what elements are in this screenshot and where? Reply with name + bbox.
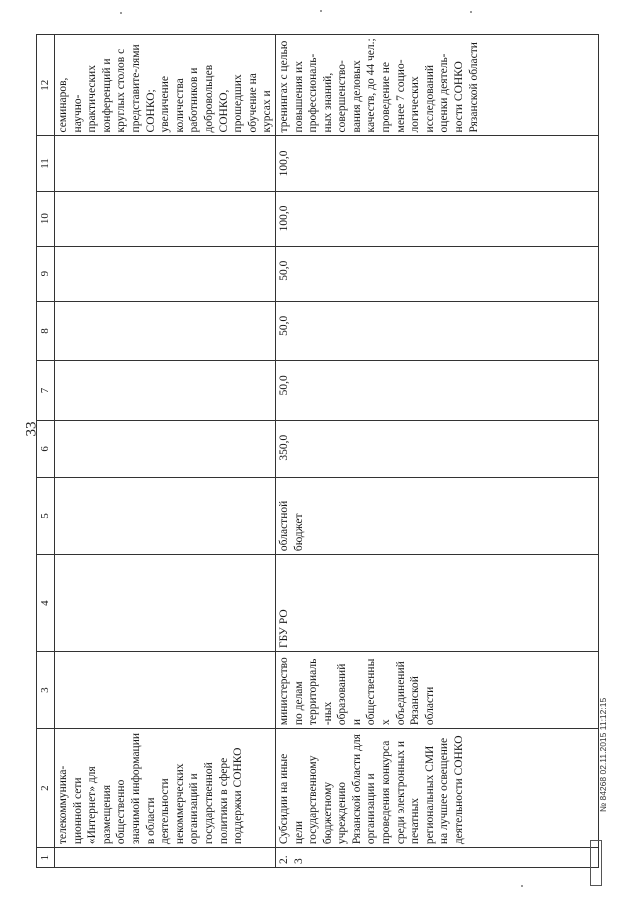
cell: [55, 191, 276, 246]
cell: [55, 477, 276, 554]
table-row: [275, 35, 598, 868]
page-number: 33: [23, 421, 40, 437]
cell-value: 50,0: [275, 246, 598, 301]
col-header: 7: [37, 361, 55, 421]
scan-speck: [470, 11, 472, 13]
cell-value: 100,0: [275, 191, 598, 246]
rotated-table-container: [36, 34, 599, 868]
cell: семинаров, научно-практических конференций и круглых столов с представите-лями СОНКО; увеличение количества работников и добровольцев СОНКО, прошедших обучение на курсах и: [55, 35, 276, 136]
cell-total: 350,0: [275, 420, 598, 477]
scan-speck: [120, 12, 122, 14]
scan-speck: [320, 10, 322, 12]
col-header: 11: [37, 136, 55, 191]
registration-stamp: № 84268 02.11.2015 11:12:15: [598, 697, 608, 812]
cell: [55, 246, 276, 301]
program-table: [36, 34, 599, 868]
cell-value: 50,0: [275, 301, 598, 361]
col-header: 2: [37, 729, 55, 848]
cell: [55, 136, 276, 191]
cell-value: 100,0: [275, 136, 598, 191]
table-row: [55, 35, 276, 868]
cell: [55, 301, 276, 361]
cell-value: 50,0: [275, 361, 598, 421]
col-header: 12: [37, 35, 55, 136]
col-header: 1: [37, 848, 55, 868]
cell-responsible: министерство по делам территориаль-ных образований и общественных объединений Рязанской области: [275, 652, 598, 729]
cell: [55, 361, 276, 421]
col-header: 9: [37, 246, 55, 301]
cell: [55, 555, 276, 652]
cell: [55, 848, 276, 868]
cell: телекоммуника-ционной сети «Интернет» для размещения общественно значимой информации в области деятельности некоммерческих организаций и государственной политики в сфере поддержки СОНКО: [55, 729, 276, 848]
cell-executor: ГБУ РО: [275, 555, 598, 652]
cell: [55, 420, 276, 477]
col-header: 10: [37, 191, 55, 246]
cell: [55, 652, 276, 729]
cell-description: Субсидии на иные цели государственному бюджетному учреждению Рязанской области для организации и проведения конкурса среди электронных и печатных региональных СМИ на лучшее освещение деятельности СОНКО: [275, 729, 598, 848]
stamp-barcode-icon: [590, 840, 602, 886]
header-row: [37, 35, 55, 868]
cell-funding-source: областной бюджет: [275, 477, 598, 554]
col-header: 5: [37, 477, 55, 554]
scan-speck: [521, 885, 523, 887]
cell-result: тренингах с целью повышения их профессиональ-ных знаний, совершенство-вания деловых качеств, до 44 чел.; проведение не менее 7 социо-логических исследований оценки деятель-ности СОНКО Рязанской области: [275, 35, 598, 136]
col-header: 6: [37, 420, 55, 477]
col-header: 8: [37, 301, 55, 361]
col-header: 4: [37, 555, 55, 652]
cell-row-number: 2.3: [275, 848, 598, 868]
col-header: 3: [37, 652, 55, 729]
